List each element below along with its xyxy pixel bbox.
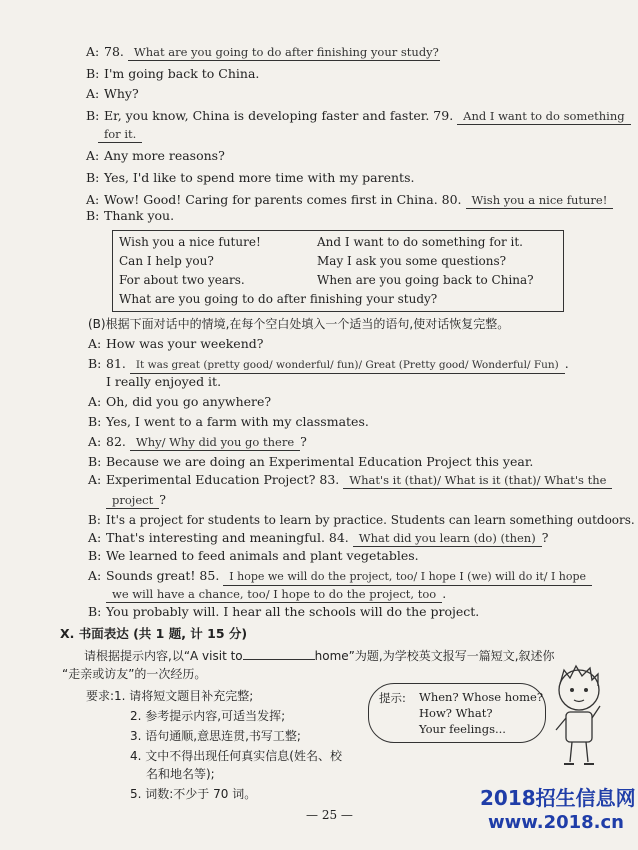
answer-blank: What did you learn (do) (then) [353, 530, 542, 547]
writing-prompt-line2: “走亲或访友”的一次经历。 [62, 667, 207, 681]
dialogue-line: A: Why? [86, 86, 139, 101]
dialogue-line: B: We learned to feed animals and plant vegetables. [88, 548, 419, 563]
answer-blank: Wish you a nice future! [466, 192, 614, 209]
answer-blank: project [106, 492, 159, 509]
dialogue-line: B: Yes, I'd like to spend more time with my parents. [86, 170, 415, 185]
answer-blank: we will have a chance, too/ I hope to do the project, too [106, 586, 442, 603]
dialogue-line: B: Er, you know, China is developing faster and faster. 79. And I want to do something [86, 108, 631, 125]
option-item: May I ask you some questions? [317, 254, 507, 268]
dialogue-line: A: That's interesting and meaningful. 84. What did you learn (do) (then) ? [88, 530, 549, 545]
requirement-item: 要求:1. 请将短文题目补充完整; [86, 689, 254, 703]
dialogue-line: A: 78. What are you going to do after finishing your study? [86, 44, 439, 59]
dialogue-line: I really enjoyed it. [106, 374, 222, 389]
dialogue-line: A: Oh, did you go anywhere? [88, 394, 272, 409]
answer-blank: for it. [98, 126, 142, 143]
requirement-item: 名和地名等); [146, 767, 215, 781]
option-item: Can I help you? [119, 254, 214, 268]
hint-bubble [368, 683, 546, 743]
writing-prompt: 请根据提示内容,以“A visit to home”为题,为学校英文报写一篇短文,叙述你 [84, 649, 555, 663]
dialogue-line: A: How was your weekend? [88, 336, 264, 351]
dialogue-line: we will have a chance, too/ I hope to do the project, too . [106, 586, 446, 603]
dialogue-line: project ? [106, 492, 166, 509]
dialogue-line: B: I'm going back to China. [86, 66, 260, 81]
section-b-instruction: (B)根据下面对话中的情境,在每个空白处填入一个适当的语句,使对话恢复完整。 [88, 317, 510, 331]
dialogue-line: A: Sounds great! 85. I hope we will do the project, too/ I hope I (we) will do it/ I hope [88, 568, 592, 586]
thinking-boy-illustration [548, 660, 610, 770]
answer-blank: What's it (that)/ What is it (that)/ What's the [343, 472, 612, 489]
answer-blank: It was great (pretty good/ wonderful/ fun)/ Great (Pretty good/ Wonderful/ Fun) [130, 357, 565, 374]
hint-line: When? Whose home? [419, 690, 543, 704]
dialogue-line [98, 126, 142, 143]
dialogue-line: B: 81. It was great (pretty good/ wonderful/ fun)/ Great (Pretty good/ Wonderful/ Fun) . [88, 356, 569, 374]
option-item: When are you going back to China? [317, 273, 534, 287]
hint-line: How? What? [419, 706, 493, 720]
dialogue-line: A: Experimental Education Project? 83. What's it (that)/ What is it (that)/ What's the [88, 472, 612, 489]
dialogue-line: B: You probably will. I hear all the schools will do the project. [88, 604, 480, 619]
page-number: — 25 — [306, 808, 353, 822]
dialogue-line: B: Thank you. [86, 208, 175, 223]
dialogue-line: A: Wow! Good! Caring for parents comes first in China. 80. Wish you a nice future! [86, 192, 613, 209]
dialogue-line: B: Yes, I went to a farm with my classmates. [88, 414, 369, 429]
hint-label: 提示: [379, 691, 406, 705]
requirement-item: 5. 词数:不少于 70 词。 [130, 787, 257, 801]
dialogue-line: B: It's a project for students to learn by practice. Students can learn something outdoors. [88, 513, 635, 527]
section-x-heading: X. 书面表达 (共 1 题, 计 15 分) [60, 626, 248, 641]
option-item: What are you going to do after finishing your study? [119, 292, 438, 306]
watermark-url: www.2018.cn [488, 812, 624, 833]
dialogue-line: A: Any more reasons? [86, 148, 225, 163]
hint-line: Your feelings... [419, 722, 506, 736]
requirement-item: 3. 语句通顺,意思连贯,书写工整; [130, 729, 301, 743]
option-item: And I want to do something for it. [317, 235, 523, 249]
answer-blank: I hope we will do the project, too/ I hope I (we) will do it/ I hope [223, 569, 592, 586]
option-item: For about two years. [119, 273, 245, 287]
answer-blank: Why/ Why did you go there [130, 434, 300, 451]
option-item: Wish you a nice future! [119, 235, 261, 249]
watermark-title: 2018招生信息网 [480, 786, 636, 810]
requirement-item: 2. 参考提示内容,可适当发挥; [130, 709, 286, 723]
title-blank [243, 659, 315, 660]
answer-blank: What are you going to do after finishing your study? [128, 44, 440, 61]
dialogue-line: B: Because we are doing an Experimental Education Project this year. [88, 454, 534, 469]
requirement-item: 4. 文中不得出现任何真实信息(姓名、校 [130, 749, 342, 763]
dialogue-line: A: 82. Why/ Why did you go there ? [88, 434, 307, 449]
options-box [112, 230, 564, 312]
answer-blank: And I want to do something [457, 108, 630, 125]
